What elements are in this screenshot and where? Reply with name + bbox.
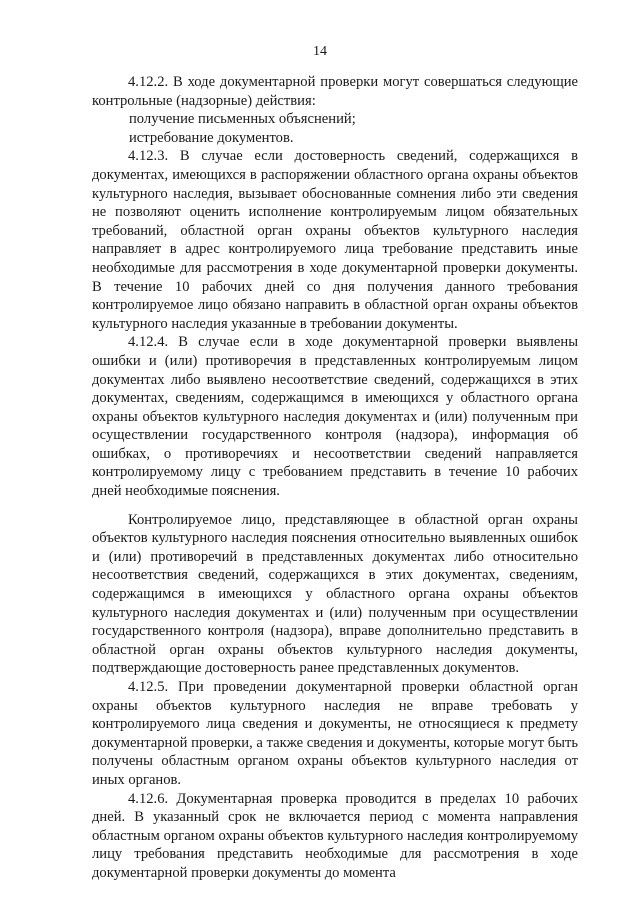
document-body <box>92 73 578 883</box>
paragraph-controlled-person: Контролируемое лицо, представляющее в областной орган охраны объектов культурного наследия пояснения относительно выявленных ошибок и (или) противоречий в представленных документах либо относительно несоответствия сведений, содержащихся в этих документах, сведениям, содержащимся в имеющихся у областного органа охраны объектов культурного наследия документах и (или) полученным при осуществлении государственного контроля (надзора), вправе дополнительно представить в областной орган охраны объектов культурного наследия документы, подтверждающие достоверность ранее представленных документов. <box>92 511 578 677</box>
page-number: 14 <box>313 44 327 59</box>
paragraph-4-12-3: 4.12.3. В случае если достоверность сведений, содержащихся в документах, имеющихся в распоряжении областного органа охраны объектов культурного наследия, вызывает обоснованные сомнения либо эти сведения не позволяют оценить исполнение контролируемым лицом обязательных требований, областной орган охраны объектов культурного наследия направляет в адрес контролируемого лица требование представить иные необходимые для рассмотрения в ходе документарной проверки документы. В течение 10 рабочих дней со дня получения данного требования контролируемое лицо обязано направить в областной орган охраны объектов культурного наследия указанные в требовании документы. <box>92 148 578 332</box>
list-item-document-request: истребование документов. <box>129 129 294 146</box>
paragraph-4-12-4: 4.12.4. В случае если в ходе документарной проверки выявлены ошибки и (или) противоречия в представленных контролируемым лицом документах либо выявлено несоответствие сведений, содержащихся в этих документах, сведениям, содержащимся в имеющихся у областного органа охраны объектов культурного наследия документах и (или) полученным при осуществлении государственного контроля (надзора), информация об ошибках, о противоречиях и несоответствии сведений направляется контролируемому лицу с требованием представить в течение 10 рабочих дней необходимые пояснения. <box>92 334 578 500</box>
paragraph-4-12-6: 4.12.6. Документарная проверка проводится в пределах 10 рабочих дней. В указанный срок не включается период с момента направления областным органом охраны объектов культурного наследия контролируемому лицу требования представить необходимые для рассмотрения в ходе документарной проверки документы до момента <box>92 790 578 881</box>
list-item-written-explanations: получение письменных объяснений; <box>129 111 356 128</box>
paragraph-4-12-2: 4.12.2. В ходе документарной проверки могут совершаться следующие контрольные (надзорные) действия: <box>92 74 578 109</box>
paragraph-4-12-5: 4.12.5. При проведении документарной проверки областной орган охраны объектов культурного наследия не вправе требовать у контролируемого лица сведения и документы, не относящиеся к предмету документарной проверки, а также сведения и документы, которые могут быть получены областным органом охраны объектов культурного наследия от иных органов. <box>92 679 578 788</box>
